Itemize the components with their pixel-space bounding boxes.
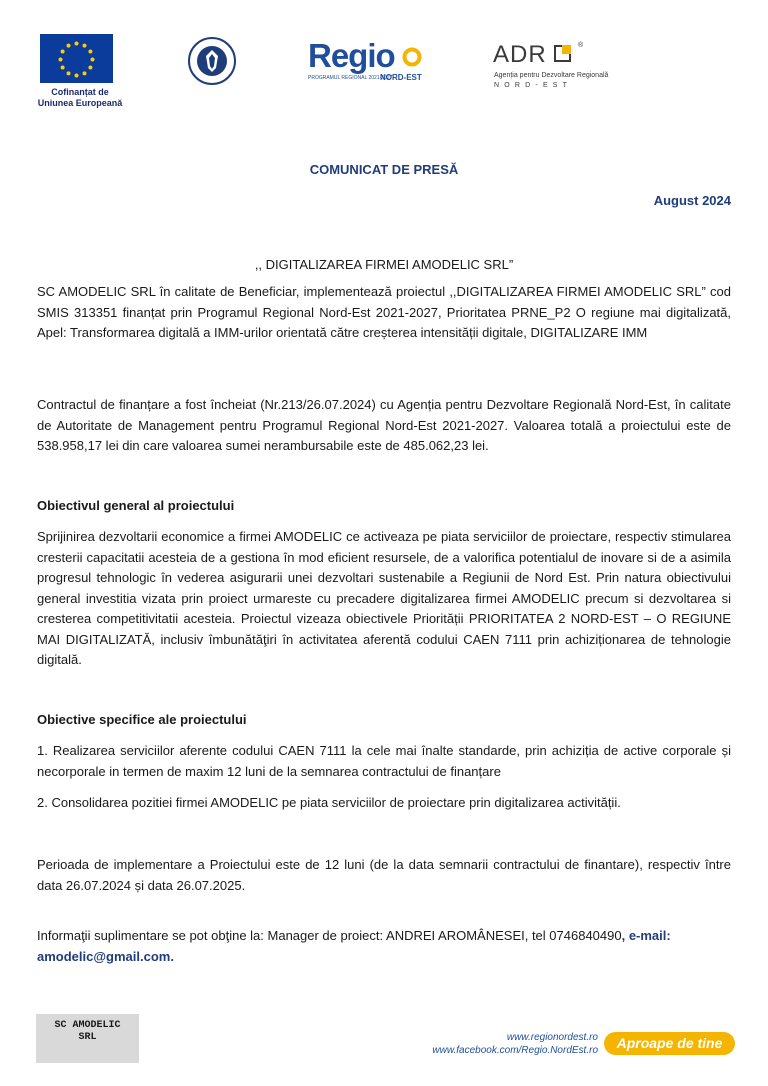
intro-text-b: cod SMIS 313351 finanțat prin Programul Regional Nord-Est 2021-2027, Prioritatea PRNE_P2 O regiune mai digitalizată, Apel: Transformarea digitală a IMM-urilor orientată către creșterea intensității digitale, DIGITALIZARE IMM — [37, 284, 731, 340]
regio-logo — [308, 38, 423, 86]
specific-objective-1: 1. Realizarea serviciilor aferente codului CAEN 7111 la cele mai înalte standarde, prin achiziția de active corporale și necorporale in termen de maxim 12 luni de la semnarea contractului de finanțare — [37, 743, 731, 779]
contract-paragraph — [37, 395, 731, 457]
project-title: ,, DIGITALIZAREA FIRMEI AMODELIC SRL” — [254, 257, 514, 272]
project-name: ,,DIGITALIZAREA FIRMEI AMODELIC SRL” — [449, 284, 706, 299]
specific-objectives-heading: Obiective specifice ale proiectului — [37, 712, 247, 727]
release-date: August 2024 — [653, 193, 731, 208]
contract-text-b: cu Agenția pentru Dezvoltare Regională Nord-Est, în calitate de Autoritate de Management pentru Programul Regional Nord-Est 2021-2027. Valoarea totală a proiectului este de 538.958,17 lei din care valoarea sumei nerambursabile este de 485.062,23 lei. — [37, 397, 731, 453]
eu-stars-icon — [40, 34, 113, 83]
eu-flag-logo — [40, 34, 113, 83]
specific-objective-2: 2. Consolidarea pozitiei firmei AMODELIC pe piata serviciilor de proiectare prin digitalizarea activității. — [37, 795, 621, 810]
adr-agency-name: Agenția pentru Dezvoltare Regională — [494, 72, 609, 79]
general-objective-heading: Obiectivul general al proiectului — [37, 498, 235, 513]
government-seal-icon — [187, 36, 237, 86]
contact-paragraph — [37, 926, 731, 967]
company-stamp — [36, 1014, 139, 1063]
stamp-line2: SRL — [78, 1032, 97, 1043]
slogan-badge: Aproape de tine — [604, 1032, 735, 1055]
email-label: , e-mail: — [621, 928, 671, 943]
contact-text: Informaţii suplimentare se pot obţine la: Manager de proiect: ANDREI AROMÂNESEI, tel 0746840490 — [37, 928, 622, 943]
implementation-period: Perioada de implementare a Proiectului este de 12 luni (de la data semnarii contractului de finantare), respectiv între data 26.07.2024 și data 26.07.2025. — [37, 857, 731, 893]
general-objective-text: Sprijinirea dezvoltarii economice a firmei AMODELIC ce activeaza pe piata serviciilor de proiectare, respectiv stimularea cresterii capacitatii acesteia de a gestiona în mod eficient resursele, de a valorifica potentialul de inovare si de a asimila progresul tehnologic în vederea asigurarii unei dezvoltari sustenabile a Regiunii de Nord Est. Prin natura obiectivului general investitia vizata prin proiect urmareste cu precadere digitalizarea firmei AMODELIC precum si dezvoltarea si cresterea competitivitatii acesteia. Proiectul vizeaza obiectivele Priorității PRIORITATEA 2 NORD-EST – O REGIUNE MAI DIGITALIZATĂ, inclusiv îmbunătăţiri în activitatea aferentă codului CAEN 7111 prin achiziționarea de tehnologie digitală. — [37, 529, 731, 667]
facebook-link[interactable]: www.facebook.com/Regio.NordEst.ro — [432, 1045, 598, 1056]
website-link[interactable]: www.regionordest.ro — [506, 1032, 598, 1043]
press-release-title: COMUNICAT DE PRESĂ — [309, 162, 459, 177]
contract-text-a: Contractul de finanțare a fost încheiat ( — [37, 397, 265, 412]
intro-text-a: în calitate de Beneficiar, implementează proiectul — [155, 284, 450, 299]
eu-caption-line2: Uniunea Europeană — [37, 98, 123, 108]
intro-paragraph — [37, 282, 731, 344]
eu-caption — [30, 87, 130, 109]
contact-email-link[interactable]: amodelic@gmail.com. — [37, 948, 174, 964]
registered-mark-icon: ® — [578, 42, 584, 49]
regio-wordmark: Regio — [308, 37, 395, 74]
stamp-line1: SC AMODELIC — [54, 1020, 121, 1031]
footer-links — [432, 1031, 598, 1057]
regio-program-line: PROGRAMUL REGIONAL 2021-2027 — [308, 75, 393, 81]
romanian-government-seal — [187, 36, 237, 86]
eu-caption-line1: Cofinanțat de — [51, 87, 109, 97]
contract-number: Nr.213/26.07.2024) — [264, 397, 376, 412]
adr-logo — [493, 41, 609, 90]
regio-region: NORD-EST — [380, 73, 422, 82]
regio-o-ring-icon — [402, 44, 422, 70]
adr-square-accent — [562, 45, 571, 54]
company-name: SC AMODELIC SRL — [37, 284, 156, 299]
adr-wordmark: ADR — [493, 41, 547, 68]
adr-region: NORD-EST — [494, 82, 573, 89]
